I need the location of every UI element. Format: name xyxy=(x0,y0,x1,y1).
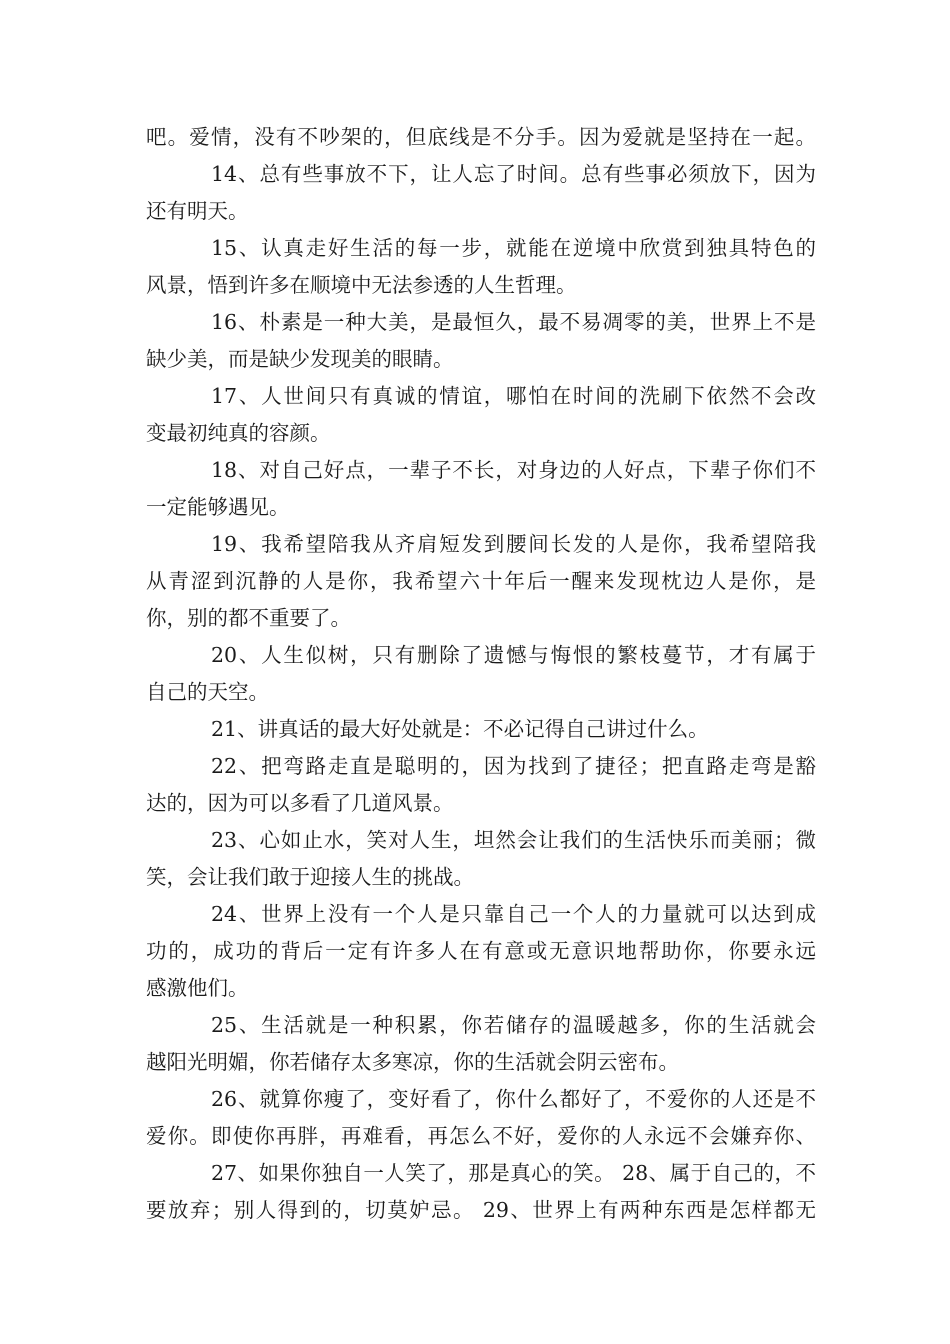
text-line: 吧。爱情，没有不吵架的，但底线是不分手。因为爱就是坚持在一起。 xyxy=(146,125,816,149)
text-line: 感激他们。 xyxy=(146,976,249,1000)
text-line: 风景，悟到许多在顺境中无法参透的人生哲理。 xyxy=(146,273,577,297)
text-line: 自己的天空。 xyxy=(146,680,269,704)
text-line: 一定能够遇见。 xyxy=(146,495,290,519)
text-line: 23、心如止水，笑对人生，坦然会让我们的生活快乐而美丽；微 xyxy=(211,828,816,852)
text-line: 27、如果你独自一人笑了，那是真心的笑。 28、属于自己的，不 xyxy=(211,1161,816,1185)
text-line: 20、人生似树，只有删除了遗憾与悔恨的繁枝蔓节，才有属于 xyxy=(211,643,816,667)
text-line: 从青涩到沉静的人是你，我希望六十年后一醒来发现枕边人是你，是 xyxy=(146,569,816,593)
text-line: 爱你。即使你再胖，再难看，再怎么不好，爱你的人永远不会嫌弃你、 xyxy=(146,1124,816,1148)
text-line: 达的，因为可以多看了几道风景。 xyxy=(146,791,454,815)
text-line: 15、认真走好生活的每一步，就能在逆境中欣赏到独具特色的 xyxy=(211,236,816,260)
text-line: 要放弃；别人得到的，切莫妒忌。 29、世界上有两种东西是怎样都无 xyxy=(146,1198,816,1222)
text-line: 18、对自己好点，一辈子不长，对身边的人好点，下辈子你们不 xyxy=(211,458,816,482)
text-line: 24、世界上没有一个人是只靠自己一个人的力量就可以达到成 xyxy=(211,902,816,926)
text-line: 笑，会让我们敢于迎接人生的挑战。 xyxy=(146,865,474,889)
text-line: 功的，成功的背后一定有许多人在有意或无意识地帮助你，你要永远 xyxy=(146,939,816,963)
text-line: 17、人世间只有真诚的情谊，哪怕在时间的洗刷下依然不会改 xyxy=(211,384,816,408)
text-line: 你，别的都不重要了。 xyxy=(146,606,351,630)
text-line: 16、朴素是一种大美，是最恒久，最不易凋零的美，世界上不是 xyxy=(211,310,816,334)
text-line: 19、我希望陪我从齐肩短发到腰间长发的人是你，我希望陪我 xyxy=(211,532,816,556)
text-line: 变最初纯真的容颜。 xyxy=(146,421,331,445)
text-line: 还有明天。 xyxy=(146,199,249,223)
text-line: 缺少美，而是缺少发现美的眼睛。 xyxy=(146,347,454,371)
text-line: 26、就算你瘦了，变好看了，你什么都好了，不爱你的人还是不 xyxy=(211,1087,816,1111)
text-line: 14、总有些事放不下，让人忘了时间。总有些事必须放下，因为 xyxy=(211,162,816,186)
text-line: 21、讲真话的最大好处就是：不必记得自己讲过什么。 xyxy=(211,717,709,741)
text-line: 22、把弯路走直是聪明的，因为找到了捷径；把直路走弯是豁 xyxy=(211,754,816,778)
text-line: 25、生活就是一种积累，你若储存的温暖越多，你的生活就会 xyxy=(211,1013,816,1037)
text-line: 越阳光明媚，你若储存太多寒凉，你的生活就会阴云密布。 xyxy=(146,1050,679,1074)
